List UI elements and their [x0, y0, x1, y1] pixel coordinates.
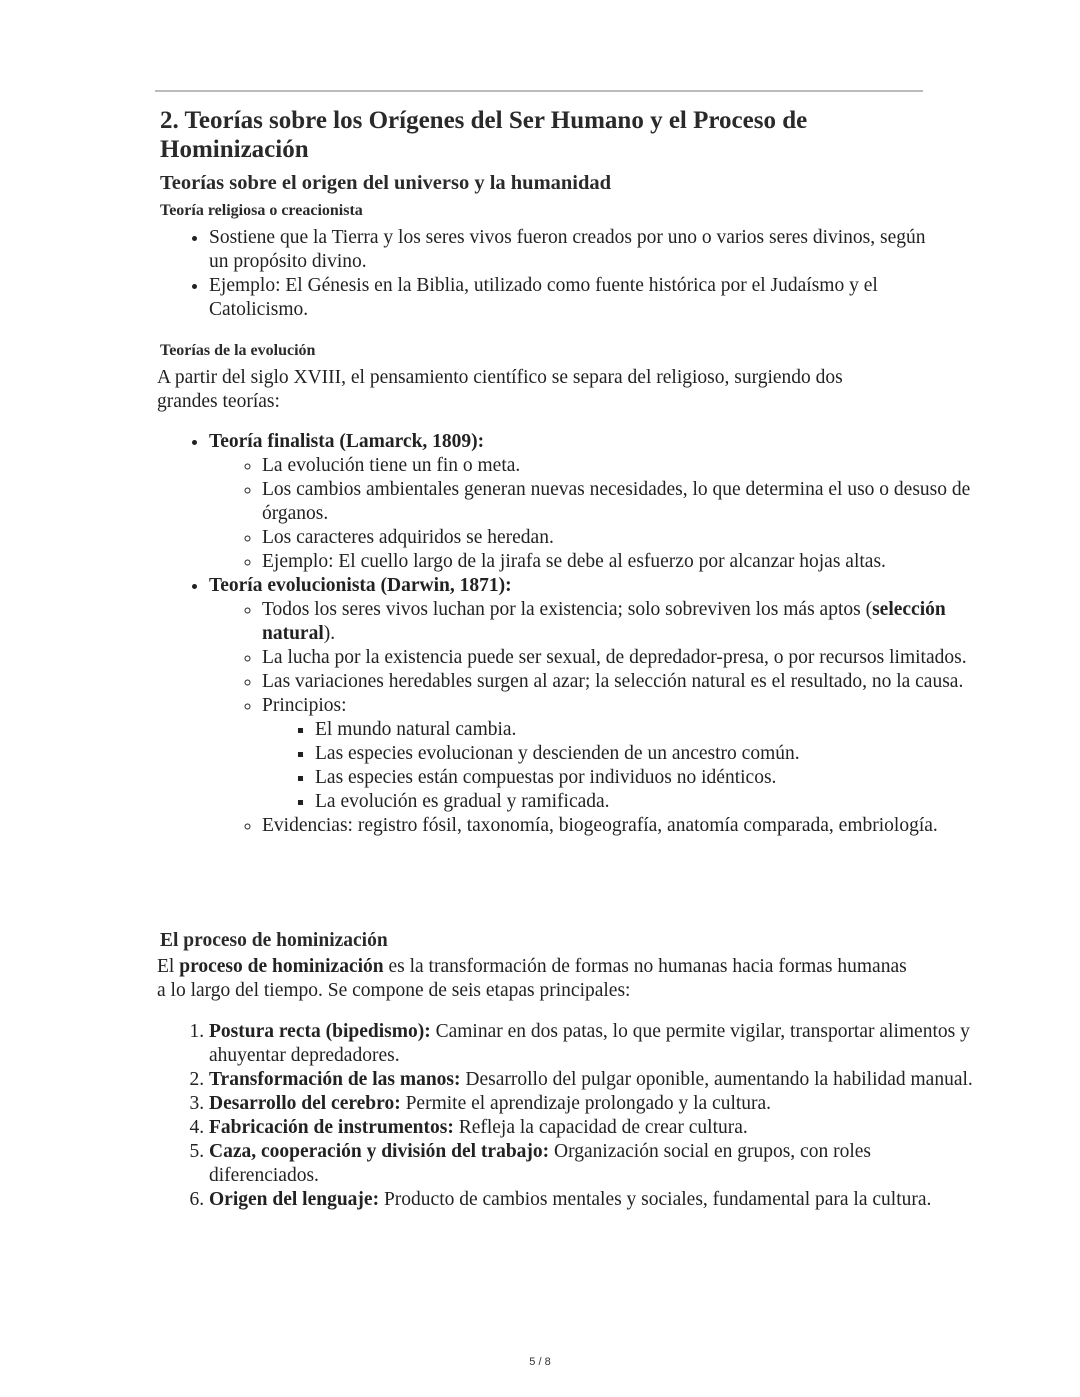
stage-text: Permite el aprendizaje prolongado y la cultura.: [400, 1093, 772, 1114]
list-item: ◦ La lucha por la existencia puede ser sexual, de depredador-presa, o por recursos limitados.: [262, 646, 984, 670]
religious-list: [157, 226, 949, 322]
stage-item: [209, 1140, 984, 1188]
text: Todos los seres vivos luchan por la existencia; solo sobreviven los más aptos (: [262, 599, 873, 620]
text: El: [157, 956, 180, 977]
text: ).: [323, 623, 336, 644]
list-item: ◦ Los caracteres adquiridos se heredan.: [262, 526, 984, 550]
principles-list: [262, 718, 984, 814]
lamarck-title: Teoría finalista (Lamarck, 1809):: [209, 431, 485, 452]
stage-title: Fabricación de instrumentos:: [209, 1117, 454, 1138]
list-item: [262, 598, 984, 646]
page-title: 2. Teorías sobre los Orígenes del Ser Humano y el Proceso de Hominización: [160, 107, 808, 163]
list-item-principles: [262, 694, 984, 814]
stage-item: [209, 1020, 984, 1068]
list-item: ▪ El mundo natural cambia.: [315, 718, 984, 742]
evolution-intro: A partir del siglo XVIII, el pensamiento científico se separa del religioso, surgiendo dos grandes teorías:: [157, 367, 843, 412]
stages-list: [157, 1020, 984, 1212]
bold-term: proceso de hominización: [179, 956, 384, 977]
page-number: 5 / 8: [529, 1356, 551, 1368]
list-item: ◦ Las variaciones heredables surgen al azar; la selección natural es el resultado, no la causa.: [262, 670, 984, 694]
darwin-title: Teoría evolucionista (Darwin, 1871):: [209, 575, 512, 596]
subheading-religious: Teoría religiosa o creacionista: [160, 202, 363, 219]
list-item: ▪ Las especies están compuestas por individuos no idénticos.: [315, 766, 984, 790]
stage-title: Desarrollo del cerebro:: [209, 1093, 401, 1114]
stage-item: [209, 1092, 984, 1116]
stage-text: Refleja la capacidad de crear cultura.: [453, 1117, 748, 1138]
lamarck-sublist: [209, 454, 984, 574]
stage-title: Postura recta (bipedismo):: [209, 1021, 431, 1042]
stage-title: Caza, cooperación y división del trabajo:: [209, 1141, 550, 1162]
list-item-lamarck: [209, 430, 984, 574]
stage-text: Producto de cambios mentales y sociales, fundamental para la cultura.: [379, 1189, 932, 1210]
list-item: ◦ Ejemplo: El cuello largo de la jirafa se debe al esfuerzo por alcanzar hojas altas.: [262, 550, 984, 574]
list-item-darwin: [209, 574, 984, 838]
list-item: • Sostiene que la Tierra y los seres vivos fueron creados por uno o varios seres divinos, según un propósito divino.: [209, 226, 949, 274]
stage-item: [209, 1116, 984, 1140]
section-heading-origins: Teorías sobre el origen del universo y la humanidad: [160, 172, 612, 194]
bold-term: selección natural: [262, 599, 946, 644]
stage-item: [209, 1068, 984, 1092]
list-item: ◦ Los cambios ambientales generan nuevas necesidades, lo que determina el uso o desuso de órganos.: [262, 478, 984, 526]
hominization-intro: [157, 955, 917, 1003]
darwin-sublist: [209, 598, 984, 838]
top-divider: [155, 90, 923, 92]
text: es la transformación de formas no humanas hacia formas humanas a lo largo del tiempo. Se compone de seis etapas principales:: [157, 956, 907, 1001]
list-item: ▪ Las especies evolucionan y descienden de un ancestro común.: [315, 742, 984, 766]
list-item: ◦ Evidencias: registro fósil, taxonomía, biogeografía, anatomía comparada, embriología.: [262, 814, 984, 838]
stage-title: Transformación de las manos:: [209, 1069, 461, 1090]
principles-label: Principios:: [262, 695, 347, 716]
stage-text: Organización social en grupos, con roles diferenciados.: [209, 1141, 871, 1186]
stage-item: [209, 1188, 984, 1212]
section-heading-hominization: El proceso de hominización: [160, 930, 388, 951]
stage-text: Desarrollo del pulgar oponible, aumentando la habilidad manual.: [460, 1069, 973, 1090]
list-item: • Ejemplo: El Génesis en la Biblia, utilizado como fuente histórica por el Judaísmo y el Catolicismo.: [209, 274, 949, 322]
stage-text: Caminar en dos patas, lo que permite vigilar, transportar alimentos y ahuyentar depredadores.: [209, 1021, 970, 1066]
stage-title: Origen del lenguaje:: [209, 1189, 380, 1210]
list-item: ▪ La evolución es gradual y ramificada.: [315, 790, 984, 814]
evolution-list: [157, 430, 984, 838]
subheading-evolution: Teorías de la evolución: [160, 342, 316, 359]
list-item: ◦ La evolución tiene un fin o meta.: [262, 454, 984, 478]
